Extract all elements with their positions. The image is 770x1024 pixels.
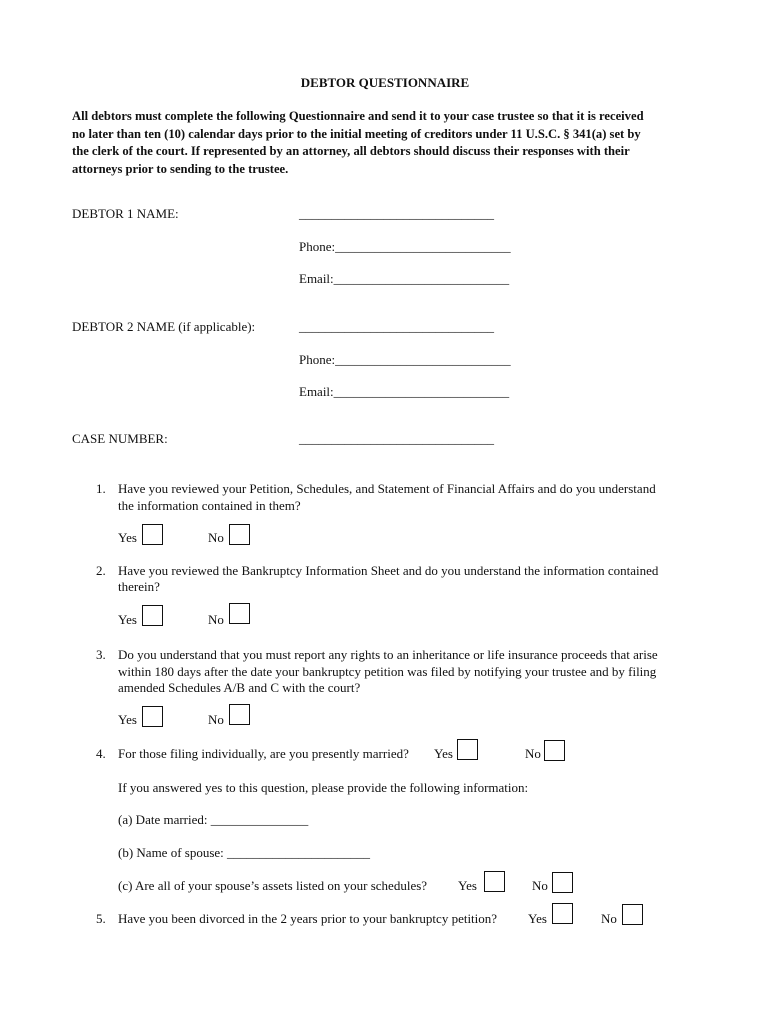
q1-no-checkbox[interactable] — [229, 524, 250, 545]
q2-no-checkbox[interactable] — [229, 603, 250, 624]
q3-yes-label: Yes — [118, 712, 137, 727]
question-number: 3. — [96, 647, 106, 662]
q4c-yes-label: Yes — [458, 878, 477, 893]
question-2-text: therein? — [118, 579, 160, 594]
q4c-yes-checkbox[interactable] — [484, 871, 505, 892]
question-number: 1. — [96, 481, 106, 496]
debtor2-label: DEBTOR 2 NAME (if applicable): — [72, 319, 256, 334]
question-4-text: For those filing individually, are you presently married? — [118, 746, 409, 761]
question-3-text: amended Schedules A/B and C with the court? — [118, 680, 361, 695]
debtor2-name-field[interactable]: ______________________________ — [299, 319, 494, 334]
intro-paragraph — [72, 108, 712, 178]
intro-line: All debtors must complete the following Questionnaire and send it to your case trustee so that it is received — [72, 109, 644, 123]
q4-yes-label: Yes — [434, 746, 453, 761]
question-3-text: Do you understand that you must report any rights to an inheritance or life insurance proceeds that arise — [118, 647, 658, 662]
page-title: DEBTOR QUESTIONNAIRE — [300, 75, 470, 90]
debtor1-phone-field[interactable]: Phone:___________________________ — [299, 239, 511, 254]
q4-date-married-field[interactable]: (a) Date married: _______________ — [118, 812, 309, 827]
q5-yes-label: Yes — [528, 911, 547, 926]
q4-no-label: No — [525, 746, 541, 761]
q4c-no-checkbox[interactable] — [552, 872, 573, 893]
intro-line: attorneys prior to sending to the trustee. — [72, 161, 289, 176]
q5-yes-checkbox[interactable] — [552, 903, 573, 924]
case-number-field[interactable]: ______________________________ — [299, 431, 494, 446]
q2-yes-checkbox[interactable] — [142, 605, 163, 626]
q4c-no-label: No — [532, 878, 548, 893]
question-1-text: the information contained in them? — [118, 498, 301, 513]
debtor1-name-field[interactable]: ______________________________ — [299, 206, 494, 221]
question-5-text: Have you been divorced in the 2 years prior to your bankruptcy petition? — [118, 911, 498, 926]
intro-line: the clerk of the court. If represented by an attorney, all debtors should discuss their responses with their — [72, 144, 630, 158]
debtor1-email-field[interactable]: Email:___________________________ — [299, 271, 510, 286]
q1-yes-label: Yes — [118, 530, 137, 545]
q2-no-label: No — [208, 612, 224, 627]
q4-no-checkbox[interactable] — [544, 740, 565, 761]
debtor1-label: DEBTOR 1 NAME: — [72, 206, 179, 221]
q3-yes-checkbox[interactable] — [142, 706, 163, 727]
q5-no-label: No — [601, 911, 617, 926]
q3-no-label: No — [208, 712, 224, 727]
debtor2-phone-field[interactable]: Phone:___________________________ — [299, 352, 511, 367]
intro-line: no later than ten (10) calendar days prior to the initial meeting of creditors under 11 U.S.C. § 341(a) set by — [72, 126, 641, 141]
q1-no-label: No — [208, 530, 224, 545]
question-1-text: Have you reviewed your Petition, Schedules, and Statement of Financial Affairs and do you understand — [118, 481, 656, 496]
question-2-text: Have you reviewed the Bankruptcy Information Sheet and do you understand the information contained — [118, 563, 659, 578]
question-number: 4. — [96, 746, 106, 761]
question-number: 5. — [96, 911, 106, 926]
q1-yes-checkbox[interactable] — [142, 524, 163, 545]
q2-yes-label: Yes — [118, 612, 137, 627]
question-3-text: within 180 days after the date your bankruptcy petition was filed by notifying your trustee and by filing — [118, 664, 657, 679]
case-number-label: CASE NUMBER: — [72, 431, 168, 446]
question-number: 2. — [96, 563, 106, 578]
q4-followup-text: If you answered yes to this question, please provide the following information: — [118, 780, 529, 795]
q4-spouse-name-field[interactable]: (b) Name of spouse: ______________________ — [118, 845, 371, 860]
q5-no-checkbox[interactable] — [622, 904, 643, 925]
q4c-question-text: (c) Are all of your spouse’s assets listed on your schedules? — [118, 878, 428, 893]
q4-yes-checkbox[interactable] — [457, 739, 478, 760]
q3-no-checkbox[interactable] — [229, 704, 250, 725]
debtor2-email-field[interactable]: Email:___________________________ — [299, 384, 510, 399]
